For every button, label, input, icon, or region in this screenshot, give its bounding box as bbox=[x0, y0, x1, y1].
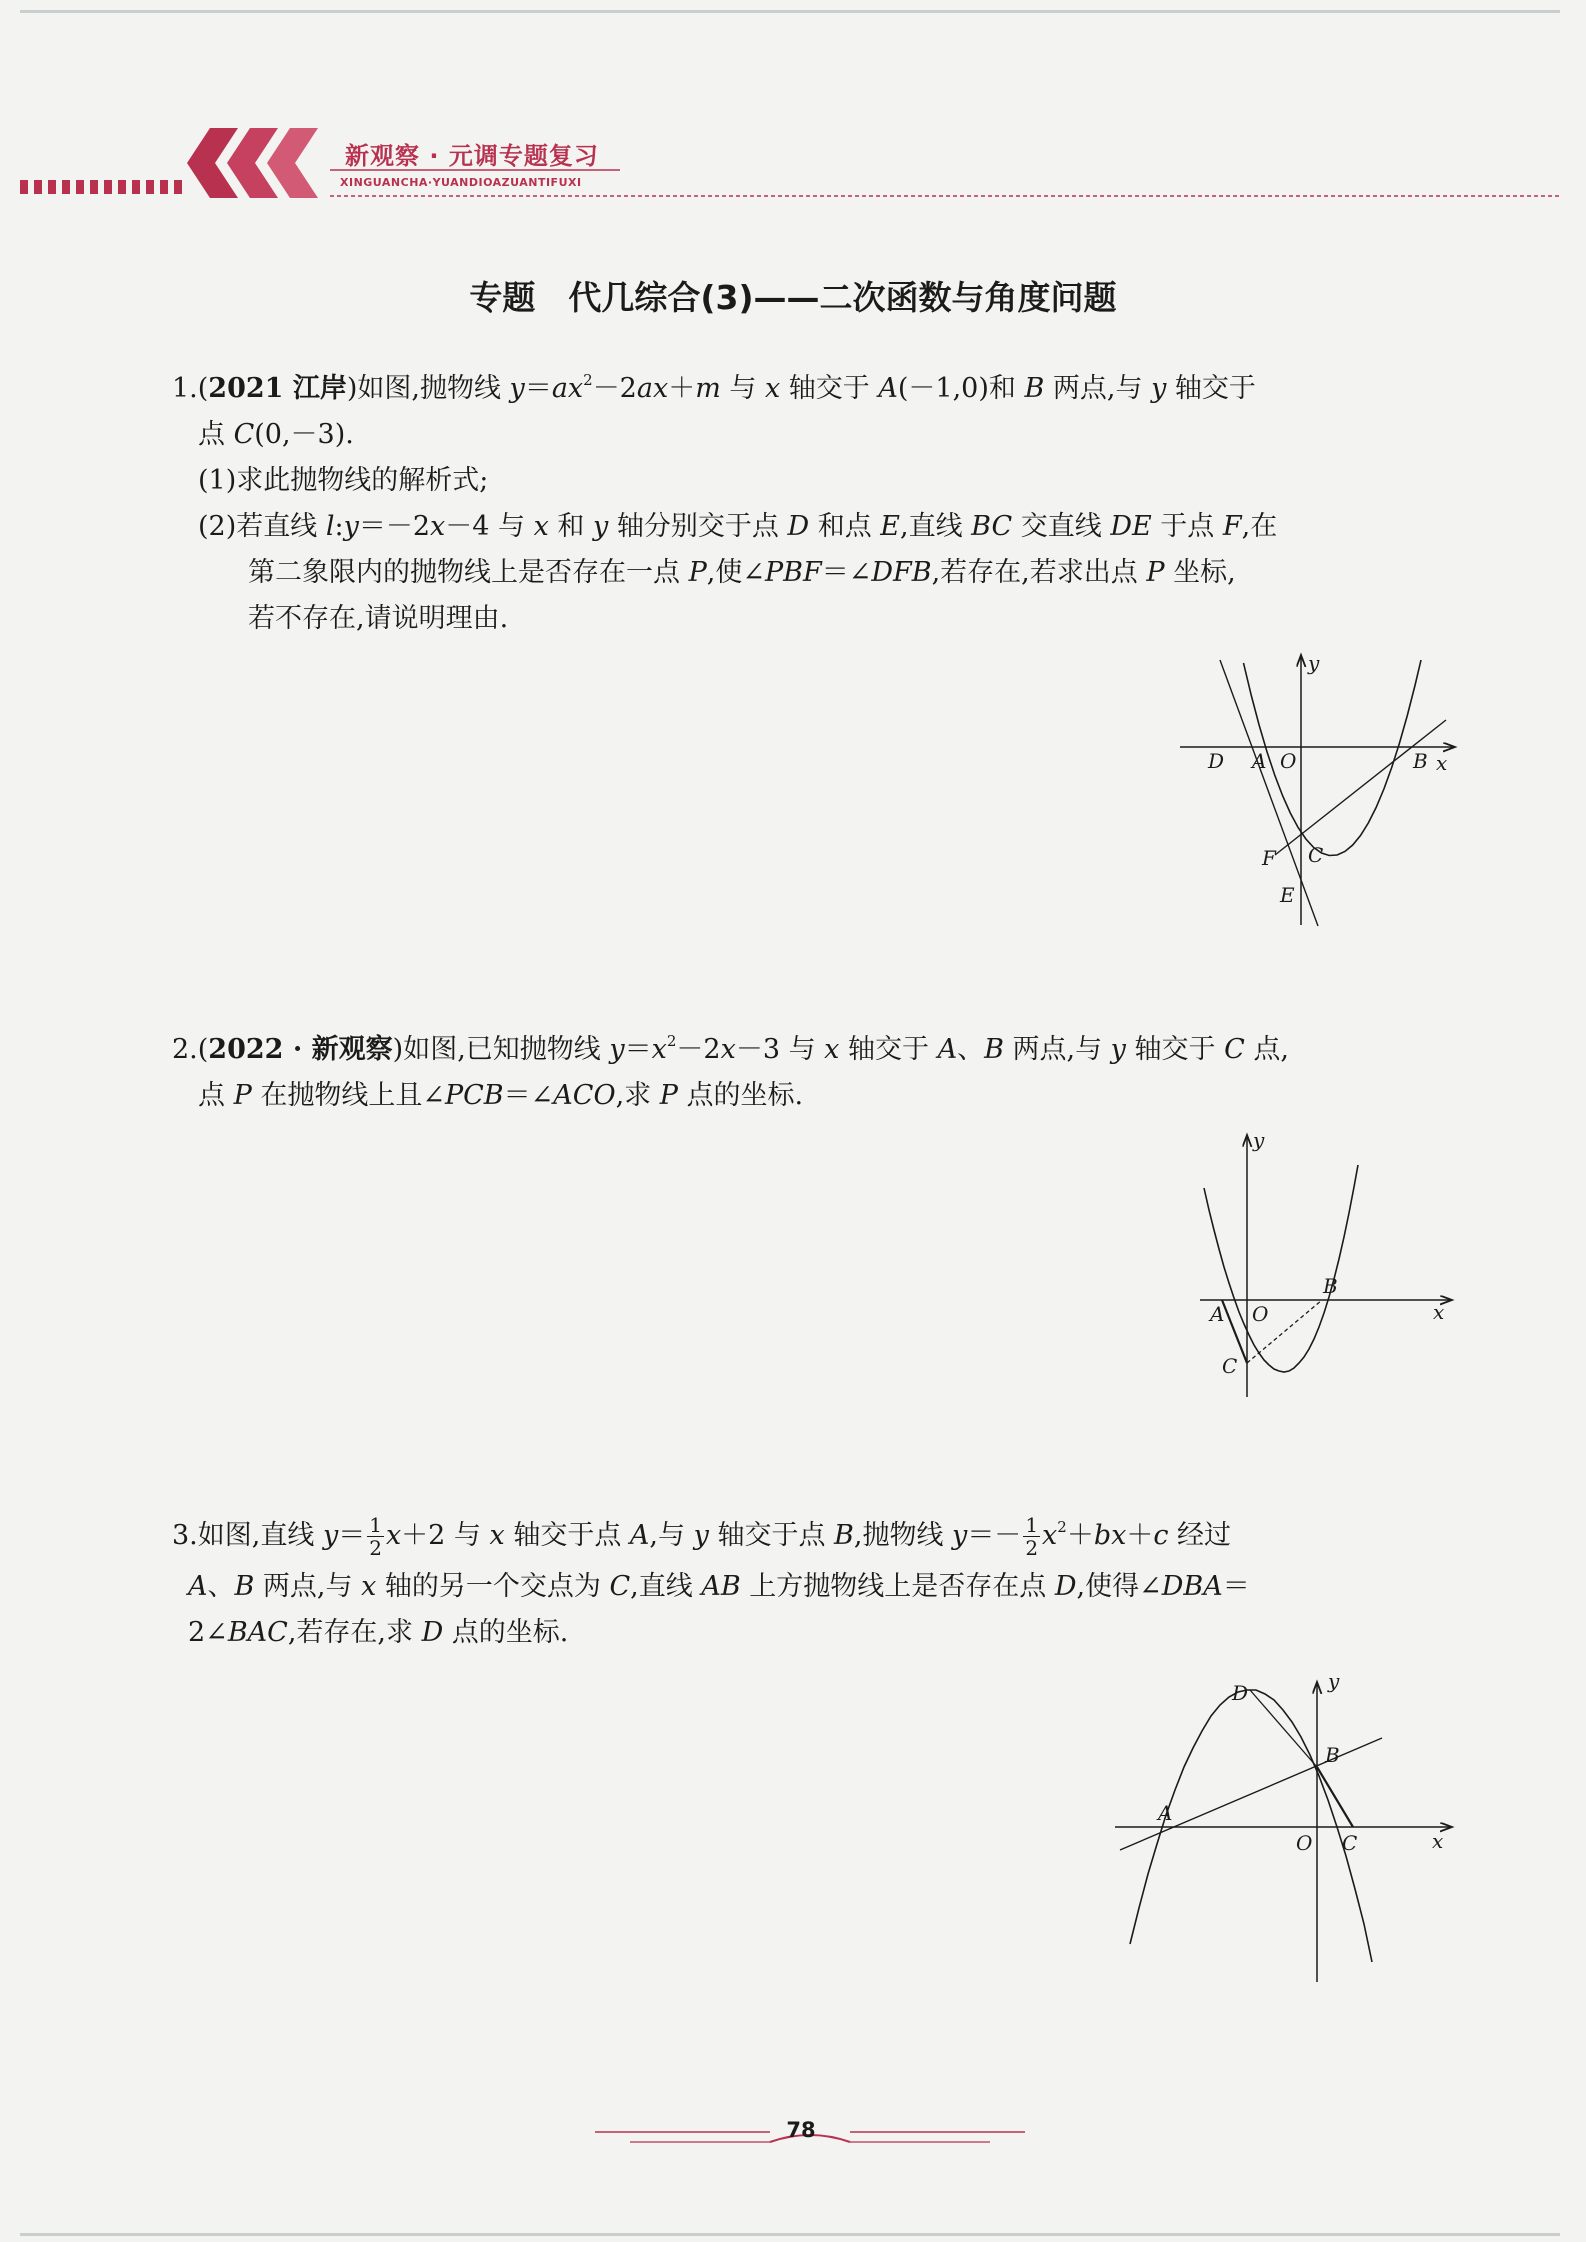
parabola-2 bbox=[1204, 1165, 1358, 1372]
label-C: C bbox=[1222, 1354, 1238, 1378]
q2-source: 2022 · 新观察 bbox=[208, 1034, 393, 1065]
label-O: O bbox=[1252, 1302, 1269, 1326]
q1-source: 2021 江岸 bbox=[208, 373, 347, 404]
label-y: y bbox=[1253, 1128, 1265, 1152]
label-D: D bbox=[1232, 1681, 1249, 1705]
page-title: 专题 代几综合(3)——二次函数与角度问题 bbox=[469, 278, 1117, 317]
label-y: y bbox=[1308, 651, 1320, 675]
label-O: O bbox=[1280, 749, 1297, 773]
header-subtitle: XINGUANCHA·YUANDIOAZUANTIFUXI bbox=[340, 176, 582, 189]
label-O: O bbox=[1296, 1831, 1313, 1855]
figure-3 bbox=[1110, 1670, 1460, 1990]
label-C: C bbox=[1308, 843, 1324, 867]
question-1: 1.(2021 江岸)如图,抛物线 $y=ax^2-2ax+m$ 与 x 轴交于 A(－1,0)和 B 两点,与 y 轴交于 点 C(0,－3). (1)求此抛物线的解析式; (2)若直线 l:y＝－2x－4 与 x 和 y 轴分别交于点 D 和点 E,直线 BC 交直线 DE 于点 F,在 第二象限内的抛物线上是否存在一点 P,使∠PBF＝∠DFB,若存在,若求出点 P 坐标, 若不存在,请说明理由. bbox=[172, 371, 1278, 634]
segment-bc bbox=[1317, 1767, 1353, 1827]
label-x: x bbox=[1436, 751, 1448, 775]
bottom-border bbox=[20, 2233, 1560, 2236]
label-B: B bbox=[1323, 1274, 1338, 1298]
label-B: B bbox=[1325, 1743, 1340, 1767]
label-F: F bbox=[1262, 846, 1276, 870]
parabola-3 bbox=[1130, 1690, 1372, 1962]
label-x: x bbox=[1433, 1300, 1445, 1324]
header-title: 新观察 · 元调专题复习 bbox=[345, 142, 599, 170]
header-decoration bbox=[10, 118, 1570, 218]
line-l bbox=[1220, 660, 1318, 926]
question-2: 2.(2022 · 新观察)如图,已知抛物线 $y=x^2-2x-3$ 与 x 轴交于 A、B 两点,与 y 轴交于 C 点, 点 P 在抛物线上且∠PCB＝∠ACO,求 P 点的坐标. bbox=[172, 1032, 1289, 1111]
label-y: y bbox=[1328, 1670, 1340, 1693]
label-D: D bbox=[1208, 749, 1225, 773]
label-x: x bbox=[1432, 1829, 1444, 1853]
label-E: E bbox=[1280, 883, 1295, 907]
figure-2 bbox=[1190, 1125, 1460, 1405]
label-A: A bbox=[1158, 1801, 1173, 1825]
segment-db bbox=[1250, 1690, 1317, 1767]
header-banner bbox=[10, 118, 1570, 218]
label-A: A bbox=[1252, 749, 1267, 773]
page-number: 78 bbox=[786, 2118, 816, 2142]
question-3: 3.如图,直线 y＝ $\frac{1}{2}$ x＋2 与 x 轴交于点 A,与 y 轴交于点 B,抛物线 y＝－ $\frac{1}{2}$ $x^2+bx+c$ 经过 A、B 两点,与 x 轴的另一个交点为 C,直线 AB 上方抛物线上是否存在点 D,使得∠DBA＝ 2∠BAC,若存在,求 D 点的坐标. bbox=[172, 1513, 1250, 1648]
parabola-1 bbox=[1244, 660, 1422, 856]
label-B: B bbox=[1413, 749, 1428, 773]
label-A: A bbox=[1210, 1302, 1225, 1326]
label-C: C bbox=[1342, 1831, 1358, 1855]
top-border bbox=[20, 10, 1560, 13]
figure-1 bbox=[1170, 650, 1470, 930]
